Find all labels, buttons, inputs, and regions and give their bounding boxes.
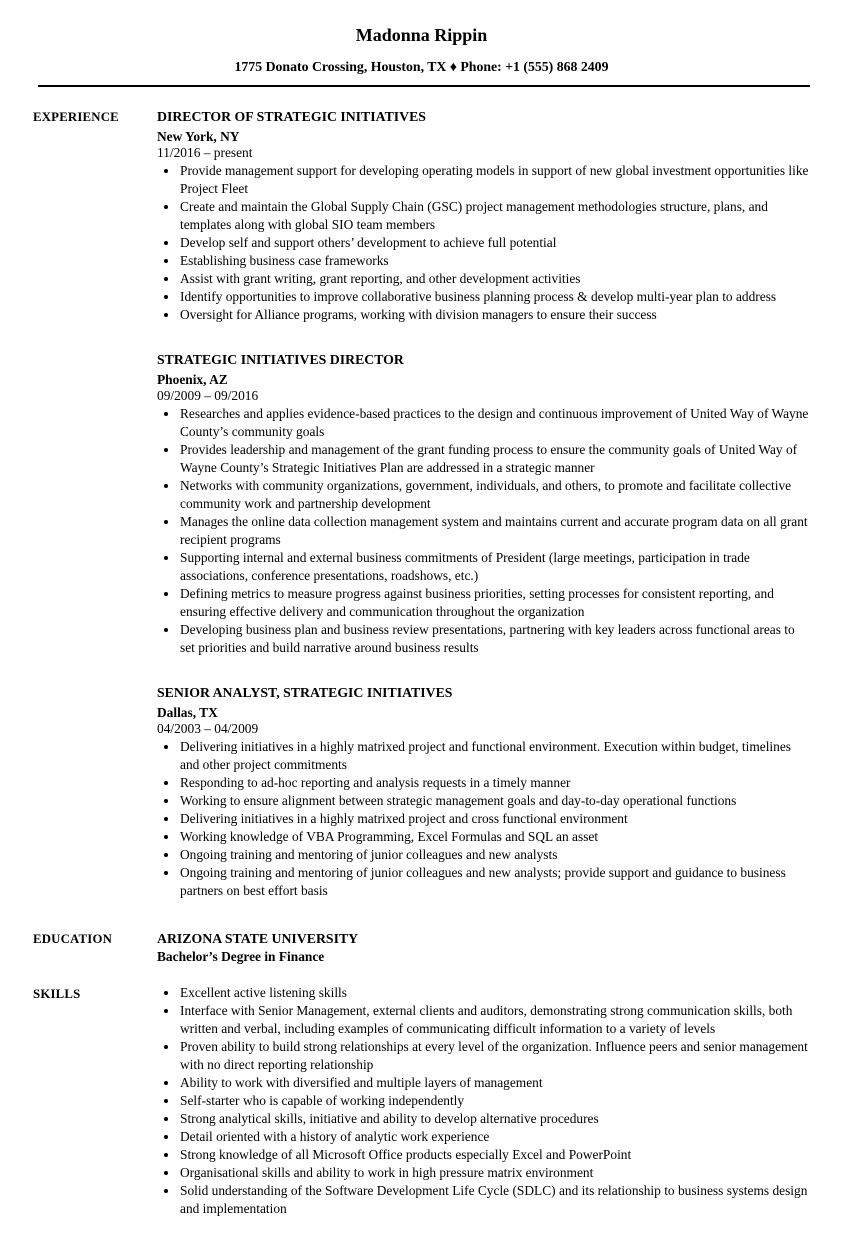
experience-section-label: EXPERIENCE [33, 110, 119, 124]
experience-content [157, 107, 810, 900]
bullet-item: • Delivering initiatives in a highly matrixed project and functional environment. Execution within budget, timelines and other project commitments [179, 738, 810, 774]
bullet-item: • Working to ensure alignment between strategic management goals and day-to-day operational functions [179, 792, 810, 810]
bullet-item: • Self-starter who is capable of working independently [179, 1092, 810, 1110]
job-location: Dallas, TX [157, 705, 218, 720]
skills-content [157, 984, 810, 1218]
bullet-item: • Defining metrics to measure progress against business priorities, setting processes for consistent reporting, and ensuring effective delivery and communication throughout the organization [179, 585, 810, 621]
education-content [157, 929, 810, 966]
education-school: ARIZONA STATE UNIVERSITY [157, 931, 359, 946]
skills-bullet-list [157, 984, 810, 1218]
contact-phone: Phone: +1 (555) 868 2409 [460, 59, 609, 74]
bullet-item: • Identify opportunities to improve collaborative business planning process & develop multi-year plan to address [179, 288, 810, 306]
bullet-item: • Ongoing training and mentoring of junior colleagues and new analysts; provide support and guidance to business partners on best effort basis [179, 864, 810, 900]
bullet-item: • Create and maintain the Global Supply Chain (GSC) project management methodologies structure, plans, and templates along with global SIO team members [179, 198, 810, 234]
bullet-item: • Excellent active listening skills [179, 984, 810, 1002]
bullet-item: • Manages the online data collection management system and maintains current and accurate program data on all grant recipient programs [179, 513, 810, 549]
job-bullet-list [157, 162, 810, 324]
bullet-item: • Detail oriented with a history of analytic work experience [179, 1128, 810, 1146]
job-dates: 04/2003 – 04/2009 [157, 721, 259, 736]
bullet-item: • Developing business plan and business review presentations, partnering with key leaders across functional areas to set priorities and build narrative around business results [179, 621, 810, 657]
bullet-item: • Supporting internal and external business commitments of President (large meetings, participation in trade associations, conference presentations, roadshows, etc.) [179, 549, 810, 585]
bullet-item: • Strong analytical skills, initiative and ability to develop alternative procedures [179, 1110, 810, 1128]
bullet-item: • Responding to ad-hoc reporting and analysis requests in a timely manner [179, 774, 810, 792]
job-dates: 09/2009 – 09/2016 [157, 388, 259, 403]
job-title: SENIOR ANALYST, STRATEGIC INITIATIVES [157, 685, 453, 700]
job-location: New York, NY [157, 129, 240, 144]
person-name: Madonna Rippin [355, 25, 488, 45]
job-entry-3 [157, 683, 810, 900]
section-education [33, 929, 810, 966]
bullet-item: • Networks with community organizations, government, individuals, and others, to promote and facilitate collective community work and partnership development [179, 477, 810, 513]
bullet-item: • Organisational skills and ability to work in high pressure matrix environment [179, 1164, 810, 1182]
bullet-item: • Solid understanding of the Software Development Life Cycle (SDLC) and its relationship to business systems design and implementation [179, 1182, 810, 1218]
contact-address: 1775 Donato Crossing, Houston, TX [234, 59, 447, 74]
bullet-item: • Interface with Senior Management, external clients and auditors, demonstrating strong communication skills, both written and verbal, including examples of communicating difficult information to a variety of levels [179, 1002, 810, 1038]
section-experience [33, 107, 810, 900]
bullet-item: • Ongoing training and mentoring of junior colleagues and new analysts [179, 846, 810, 864]
contact-line [33, 58, 810, 76]
skills-section-label: SKILLS [33, 987, 81, 1001]
bullet-item: • Researches and applies evidence-based practices to the design and continuous improvement of United Way of Wayne County’s community goals [179, 405, 810, 441]
header-divider [38, 85, 810, 87]
bullet-item: • Oversight for Alliance programs, working with division managers to ensure their success [179, 306, 810, 324]
job-title: DIRECTOR OF STRATEGIC INITIATIVES [157, 109, 426, 124]
bullet-item: • Provides leadership and management of the grant funding process to ensure the community goals of United Way of Wayne County’s Strategic Initiatives Plan are addressed in a strategic manner [179, 441, 810, 477]
bullet-item: • Develop self and support others’ development to achieve full potential [179, 234, 810, 252]
job-location: Phoenix, AZ [157, 372, 228, 387]
bullet-item: • Proven ability to build strong relationships at every level of the organization. Influence peers and senior management with no direct reporting relationship [179, 1038, 810, 1074]
bullet-item: • Assist with grant writing, grant reporting, and other development activities [179, 270, 810, 288]
job-title: STRATEGIC INITIATIVES DIRECTOR [157, 352, 404, 367]
bullet-item: • Provide management support for developing operating models in support of new global investment opportunities like Project Fleet [179, 162, 810, 198]
education-degree: Bachelor’s Degree in Finance [157, 949, 325, 964]
bullet-item: • Ability to work with diversified and multiple layers of management [179, 1074, 810, 1092]
job-entry-1 [157, 107, 810, 324]
job-dates: 11/2016 – present [157, 145, 253, 160]
bullet-item: • Establishing business case frameworks [179, 252, 810, 270]
section-skills [33, 984, 810, 1218]
bullet-item: • Strong knowledge of all Microsoft Office products especially Excel and PowerPoint [179, 1146, 810, 1164]
bullet-item: • Working knowledge of VBA Programming, Excel Formulas and SQL an asset [179, 828, 810, 846]
job-bullet-list [157, 405, 810, 657]
diamond-separator-icon: ♦ [449, 59, 457, 74]
job-entry-2 [157, 350, 810, 657]
education-section-label: EDUCATION [33, 932, 113, 946]
job-bullet-list [157, 738, 810, 900]
bullet-item: • Delivering initiatives in a highly matrixed project and cross functional environment [179, 810, 810, 828]
